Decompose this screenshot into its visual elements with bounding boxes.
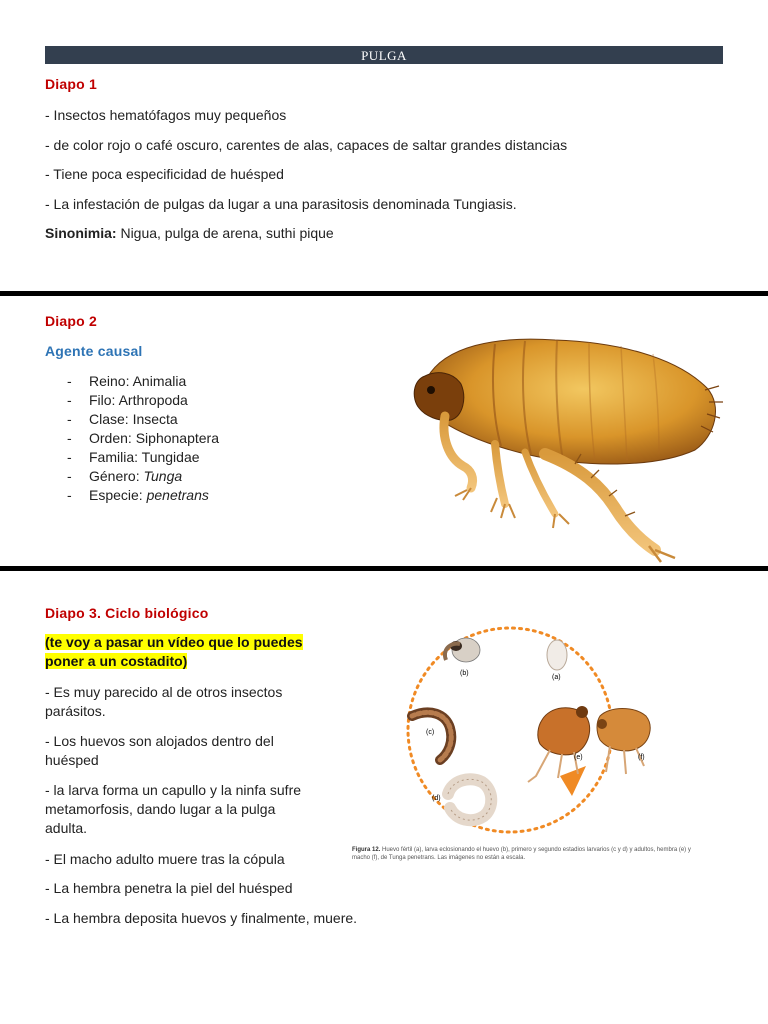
- taxonomy-item: [67, 467, 219, 486]
- taxonomy-item: [67, 429, 219, 448]
- cycle-paragraph: [45, 781, 345, 838]
- paragraph-line: - Es muy parecido al de otros insectos: [45, 684, 283, 700]
- paragraph-line: huésped: [45, 752, 99, 768]
- section2-heading: Diapo 2: [45, 313, 97, 329]
- taxonomy-value: Insecta: [132, 411, 178, 427]
- paragraph-line: - La hembra penetra la piel del huésped: [45, 880, 293, 896]
- section1-heading: Diapo 1: [45, 76, 97, 92]
- list-dash: -: [67, 430, 72, 446]
- taxonomy-value: Siphonaptera: [135, 430, 219, 446]
- taxonomy-value: penetrans: [146, 487, 209, 503]
- paragraph-line: - La hembra deposita huevos y finalmente, muere.: [45, 910, 358, 926]
- cycle-paragraph: [45, 850, 345, 869]
- figure-caption-text: macho (f), de Tunga penetrans. Las imágenes no están a escala.: [352, 855, 526, 861]
- paragraph-line: adulta.: [45, 820, 88, 836]
- video-note: [45, 633, 345, 671]
- cycle-arrow-icon: [560, 766, 586, 796]
- list-dash: -: [67, 449, 72, 465]
- list-dash: -: [67, 373, 72, 389]
- taxonomy-list: [67, 372, 219, 505]
- section1-line: - Insectos hematófagos muy pequeños: [45, 107, 287, 123]
- video-note-line2: poner a un costadito): [45, 653, 188, 669]
- section1-line: - La infestación de pulgas da lugar a una parasitosis denominada Tungiasis.: [45, 196, 517, 212]
- paragraph-line: - El macho adulto muere tras la cópula: [45, 851, 285, 867]
- cycle-paragraph: [45, 879, 345, 898]
- figure-label-d: (d): [432, 795, 441, 802]
- list-dash: -: [67, 392, 72, 408]
- taxonomy-item: [67, 372, 219, 391]
- section-separator: [0, 566, 768, 571]
- document-title: PULGA: [45, 46, 723, 64]
- video-note-line1: (te voy a pasar un vídeo que lo puedes: [45, 634, 303, 650]
- figure-caption: [352, 846, 732, 862]
- section-separator: [0, 291, 768, 296]
- taxonomy-label: Clase:: [89, 411, 133, 427]
- paragraph-line: - Los huevos son alojados dentro del: [45, 733, 274, 749]
- cycle-paragraph: [45, 732, 345, 770]
- figure-label-b: (b): [460, 670, 469, 677]
- life-cycle-figure: [390, 620, 730, 845]
- figure-label-a: (a): [552, 674, 561, 681]
- taxonomy-item: [67, 486, 219, 505]
- list-dash: -: [67, 411, 72, 427]
- figure-label-e: (e): [574, 754, 583, 761]
- paragraph-line: - la larva forma un capullo y la ninfa sufre: [45, 782, 302, 798]
- paragraph-line: parásitos.: [45, 703, 106, 719]
- taxonomy-item: [67, 410, 219, 429]
- taxonomy-label: Familia:: [89, 449, 142, 465]
- figure-caption-label: Figura 12.: [352, 847, 381, 853]
- taxonomy-value: Tunga: [143, 468, 183, 484]
- list-dash: -: [67, 487, 72, 503]
- cycle-paragraph: [45, 683, 345, 721]
- taxonomy-label: Reino:: [89, 373, 133, 389]
- synonym-label: Sinonimia:: [45, 225, 117, 241]
- taxonomy-value: Arthropoda: [118, 392, 188, 408]
- section3-heading: Diapo 3. Ciclo biológico: [45, 605, 209, 621]
- section1-line: - de color rojo o café oscuro, carentes de alas, capaces de saltar grandes distancias: [45, 137, 568, 153]
- taxonomy-value: Tungidae: [141, 449, 200, 465]
- flea-image: [405, 318, 735, 568]
- section1-line: - Tiene poca especificidad de huésped: [45, 166, 284, 182]
- taxonomy-label: Orden:: [89, 430, 136, 446]
- taxonomy-item: [67, 448, 219, 467]
- figure-caption-text: Huevo fértil (a), larva eclosionando el huevo (b), primero y segundo estadios larvarios (c y d) y adultos, hembra (e) y: [380, 847, 691, 853]
- taxonomy-label: Especie:: [89, 487, 147, 503]
- taxonomy-label: Filo:: [89, 392, 119, 408]
- taxonomy-item: [67, 391, 219, 410]
- figure-label-c: (c): [426, 729, 435, 736]
- taxonomy-value: Animalia: [132, 373, 187, 389]
- taxonomy-label: Género:: [89, 468, 144, 484]
- synonym-text: Nigua, pulga de arena, suthi pique: [116, 225, 334, 241]
- figure-label-f: (f): [638, 754, 645, 761]
- synonym-line: [45, 225, 334, 241]
- cycle-paragraph: [45, 909, 405, 928]
- paragraph-line: metamorfosis, dando lugar a la pulga: [45, 801, 276, 817]
- section2-subheading: Agente causal: [45, 343, 143, 359]
- list-dash: -: [67, 468, 72, 484]
